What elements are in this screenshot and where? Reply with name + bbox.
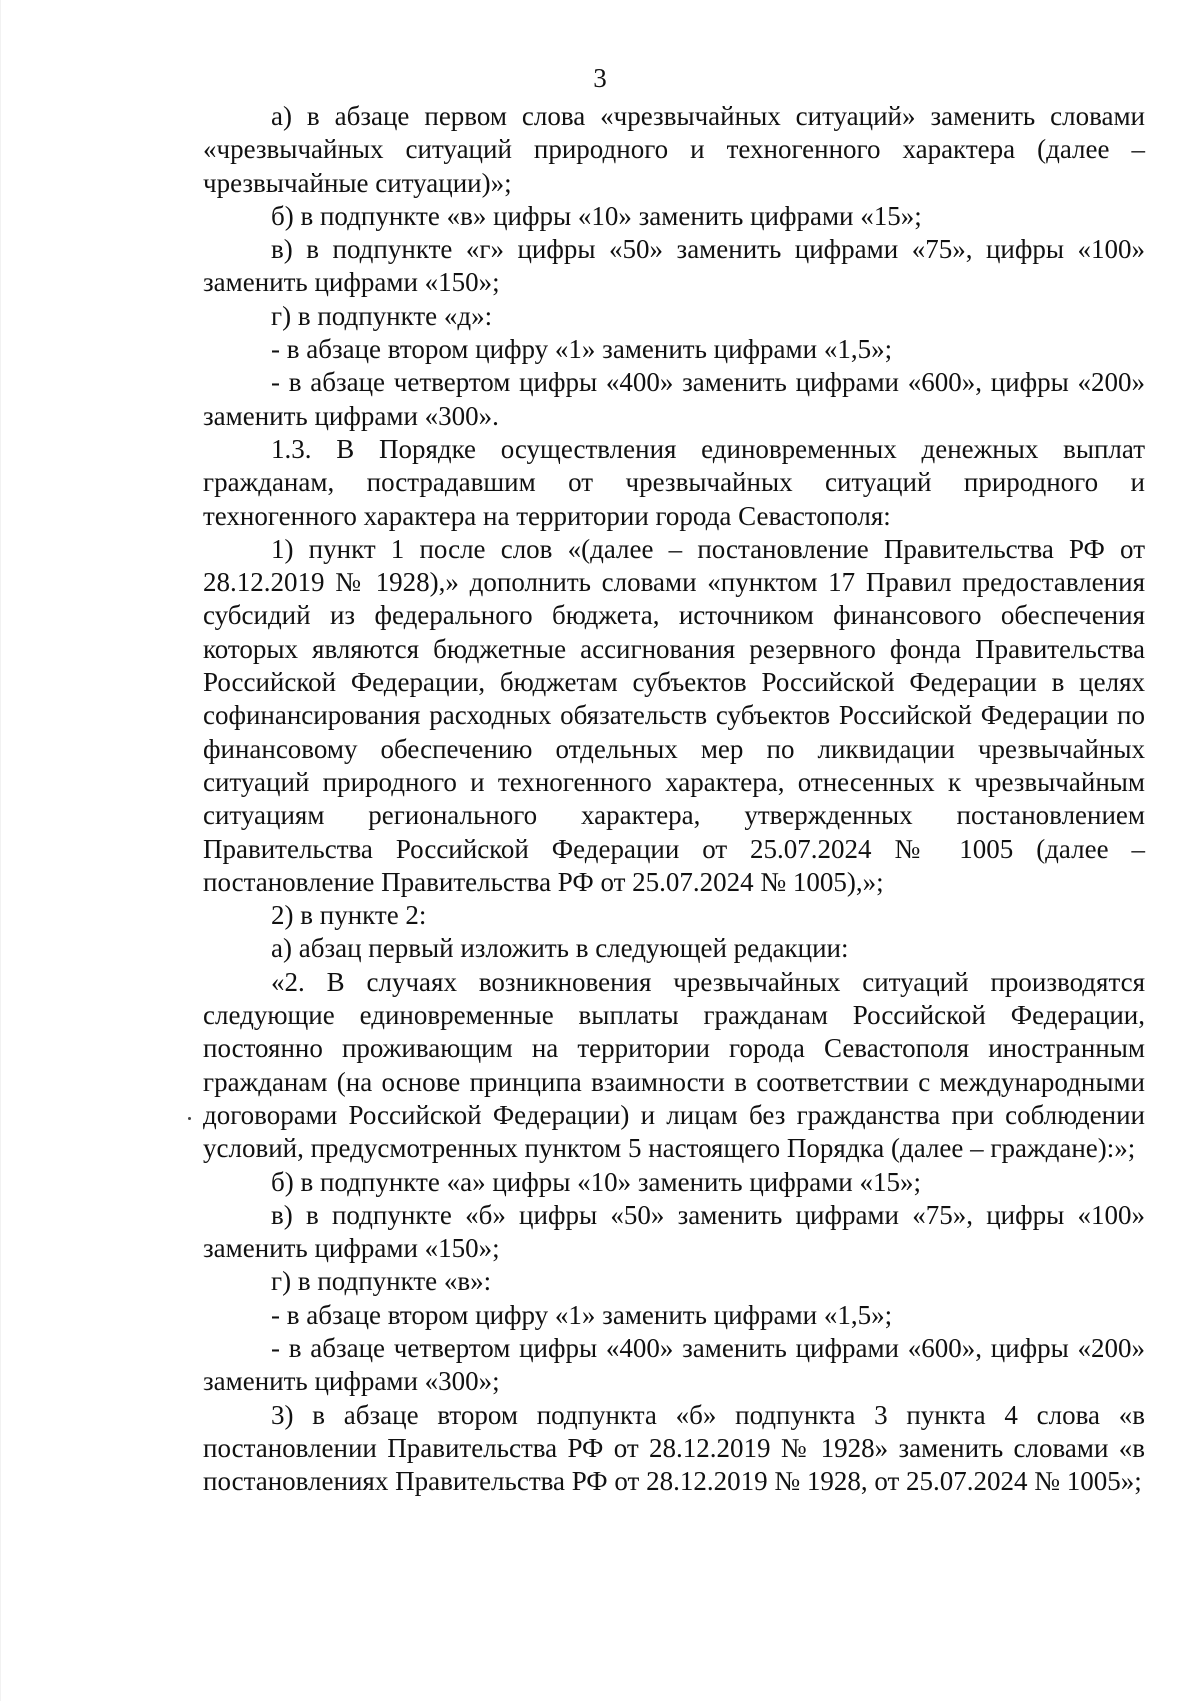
scan-edge-line: [0, 0, 1, 1701]
paragraph-1v: в) в подпункте «г» цифры «50» заменить цифрами «75», цифры «100» заменить цифрами «150»;: [203, 234, 1145, 298]
paragraph-dash-4: - в абзаце четвертом цифры «400» заменить цифрами «600», цифры «200» заменить цифрами «300»;: [203, 1332, 1145, 1397]
paragraph-item-3: 3) в абзаце втором подпункта «б» подпункта 3 пункта 4 слова «в постановлении Правительства РФ от 28.12.2019 № 1928» заменить словами «в постановлениях Правительства РФ от 28.12.2019 № 1928, от 25.07.2024 № 1005»;: [203, 1399, 1145, 1497]
document-body: [203, 100, 1145, 1498]
paragraph-dash-3: - в абзаце втором цифру «1» заменить цифрами «1,5»;: [271, 1299, 893, 1330]
scan-speck: [188, 1117, 191, 1120]
paragraph-quote: «2. В случаях возникновения чрезвычайных ситуаций производятся следующие единовременные выплаты гражданам Российской Федерации, постоянно проживающим на территории города Севастополя иностранным гражданам (на основе принципа взаимности в соответствии с международными договорами Российской Федерации) и лицам без гражданства при соблюдении условий, предусмотренных пунктом 5 настоящего Порядка (далее – граждане):»;: [203, 966, 1145, 1164]
page-number: 3: [593, 63, 607, 93]
paragraph-2g: г) в подпункте «в»:: [271, 1266, 492, 1297]
paragraph-1a: а) в абзаце первом слова «чрезвычайных ситуаций» заменить словами «чрезвычайных ситуаций природного и техногенного характера (далее – чрезвычайные ситуации)»;: [203, 101, 1145, 198]
paragraph-1g: г) в подпункте «д»:: [271, 300, 493, 331]
paragraph-item-2: 2) в пункте 2:: [271, 900, 427, 931]
paragraph-2v: в) в подпункте «б» цифры «50» заменить цифрами «75», цифры «100» заменить цифрами «150»;: [203, 1199, 1145, 1264]
paragraph-dash-1: - в абзаце втором цифру «1» заменить цифрами «1,5»;: [271, 334, 893, 365]
paragraph-1-3: 1.3. В Порядке осуществления единовременных денежных выплат гражданам, пострадавшим от чрезвычайных ситуаций природного и техногенного характера на территории города Севастополя:: [203, 433, 1145, 531]
paragraph-2b: б) в подпункте «а» цифры «10» заменить цифрами «15»;: [271, 1166, 921, 1197]
paragraph-2a: а) абзац первый изложить в следующей редакции:: [271, 933, 849, 964]
paragraph-item-1: 1) пункт 1 после слов «(далее – постановление Правительства РФ от 28.12.2019 № 1928),» дополнить словами «пунктом 17 Правил предоставления субсидий из федерального бюджета, источником финансового обеспечения которых являются бюджетные ассигнования резервного фонда Правительства Российской Федерации, бюджетам субъектов Российской Федерации в целях софинансирования расходных обязательств субъектов Российской Федерации по финансовому обеспечению отдельных мер по ликвидации чрезвычайных ситуаций природного и техногенного характера, отнесенных к чрезвычайным ситуациям регионального характера, утвержденных постановлением Правительства Российской Федерации от 25.07.2024 № 1005 (далее – постановление Правительства РФ от 25.07.2024 № 1005),»;: [203, 533, 1145, 897]
paragraph-dash-2: - в абзаце четвертом цифры «400» заменить цифрами «600», цифры «200» заменить цифрами «300».: [203, 367, 1145, 431]
paragraph-1b: б) в подпункте «в» цифры «10» заменить цифрами «15»;: [271, 200, 922, 231]
